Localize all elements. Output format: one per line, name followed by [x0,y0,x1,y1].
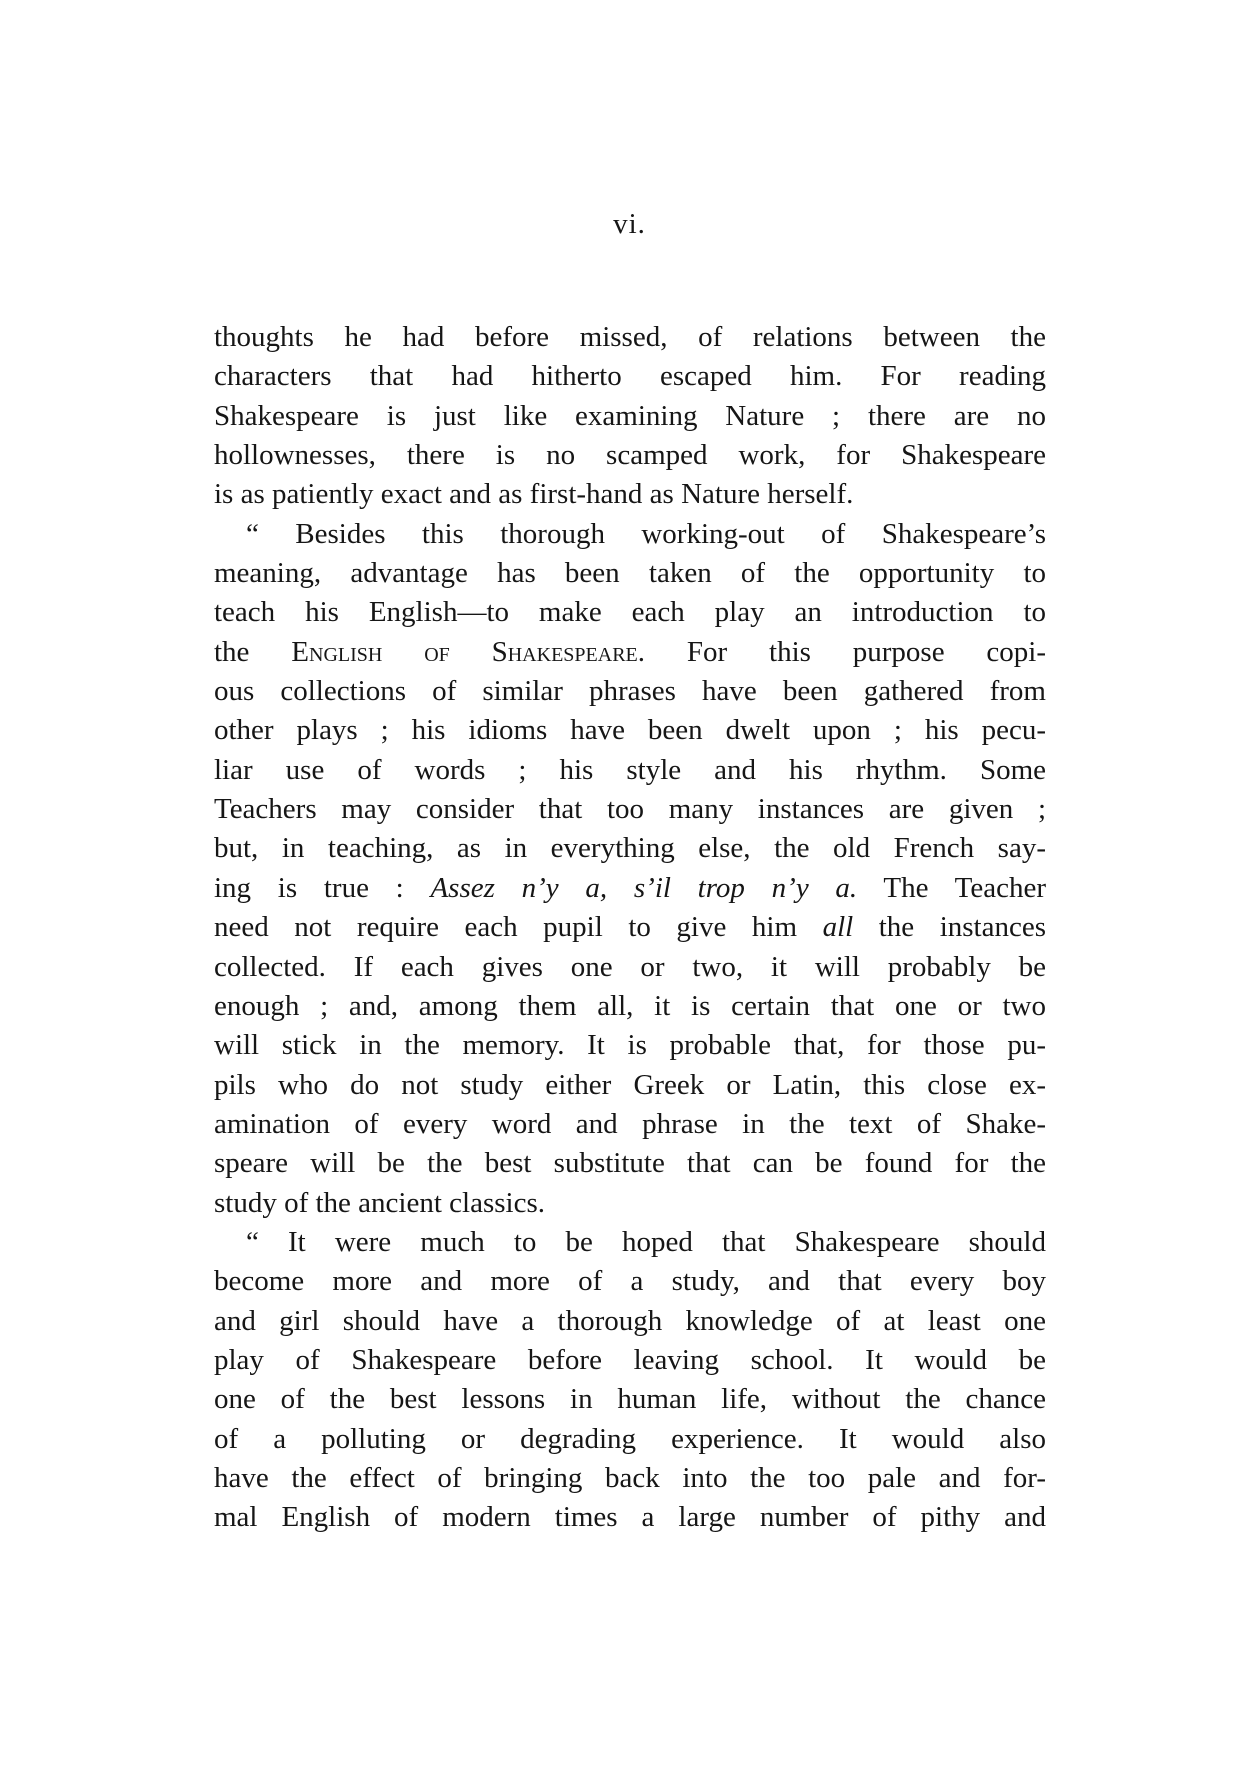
text-line [214,908,1046,947]
text-segment: the [214,635,292,668]
text-line: is as patiently exact and as first-hand as Nature herself. [214,478,854,511]
paragraph-1 [214,318,1046,515]
text-line: enough ; and, among them all, it is certain that one or two [214,989,1046,1022]
text-line: “ It were much to be hoped that Shakespeare should [246,1225,1046,1258]
text-line: liar use of words ; his style and his rhythm. Some [214,753,1046,786]
text-line: teach his English—to make each play an introduction to [214,596,1046,629]
text-line: Shakespeare is just like examining Nature ; there are no [214,399,1046,432]
text-line: meaning, advantage has been taken of the opportunity to [214,557,1046,590]
text-segment: need not require each pupil to give him [214,911,823,944]
text-line: one of the best lessons in human life, without the chance [214,1383,1046,1416]
text-line: become more and more of a study, and that every boy [214,1265,1046,1298]
text-line: play of Shakespeare before leaving school. It would be [214,1343,1046,1376]
text-line: hollownesses, there is no scamped work, for Shakespeare [214,439,1046,472]
text-line: ous collections of similar phrases have been gathered from [214,675,1046,708]
text-line: amination of every word and phrase in the text of Shake- [214,1107,1046,1140]
text-line: have the effect of bringing back into the too pale and for- [214,1461,1046,1494]
text-line: speare will be the best substitute that can be found for the [214,1147,1046,1180]
text-line [214,633,1046,672]
text-line: and girl should have a thorough knowledge of at least one [214,1304,1046,1337]
small-caps-phrase: English of Shakespeare. [291,635,646,668]
text-line: study of the ancient classics. [214,1186,545,1219]
text-line: will stick in the memory. It is probable that, for those pu- [214,1029,1046,1062]
text-segment: ing is true : [214,871,431,904]
text-line [214,869,1046,908]
emphasis: all [822,911,854,944]
text-line: other plays ; his idioms have been dwelt upon ; his pecu- [214,714,1046,747]
text-segment: the instances [853,911,1046,944]
text-segment: For this purpose copi- [645,635,1047,668]
page-number: vi. [613,208,646,240]
text-line: mal English of modern times a large number of pithy and [214,1501,1046,1534]
paragraph-2 [214,515,1046,1223]
text-line: characters that had hitherto escaped him. For reading [214,360,1046,393]
text-line: “ Besides this thorough working-out of Shakespeare’s [246,517,1046,550]
text-line: Teachers may consider that too many instances are given ; [214,793,1046,826]
text-line: collected. If each gives one or two, it will probably be [214,950,1046,983]
text-line: pils who do not study either Greek or Latin, this close ex- [214,1068,1046,1101]
french-saying: Assez n’y a, s’il trop n’y a. [430,871,858,904]
text-line: thoughts he had before missed, of relations between the [214,321,1046,353]
text-line: but, in teaching, as in everything else, the old French say- [214,832,1046,865]
text-line: of a polluting or degrading experience. It would also [214,1422,1046,1455]
body-text [214,318,1046,1538]
paragraph-3 [214,1223,1046,1538]
text-segment: The Teacher [857,871,1047,904]
